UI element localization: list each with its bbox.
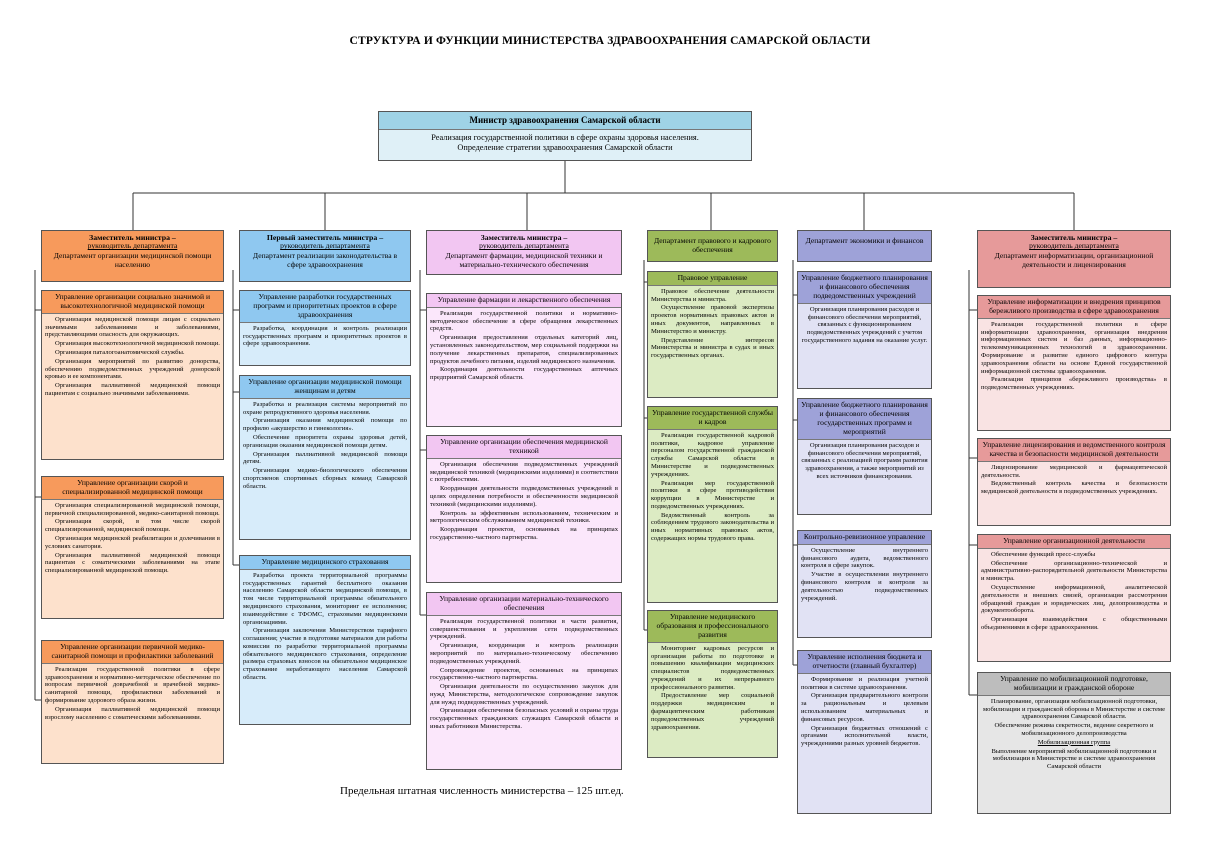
unit-function: Организация обеспечения безопасных условий и охраны труда государственных гражданских служащих Самарской области и иных работников Министерства.: [430, 707, 618, 730]
unit-function: Организация паллиативной медицинской помощи пациентам с соматическими заболеваниями на этапе специализированной медицинской помощи.: [45, 551, 220, 575]
dept-head-desc: Департамент фармации, медицинской техники и материально-технического обеспечения: [445, 251, 603, 270]
unit-function: Организация паллиативной медицинской помощи детям.: [243, 450, 407, 466]
unit-function: Организация, координация и контроль реализации мероприятий по материально-техническому обеспечению подведомственных учреждений.: [430, 642, 618, 665]
unit-title: Управление государственной службы и кадров: [648, 407, 777, 430]
minister-box: [378, 111, 752, 161]
unit-body: [240, 323, 410, 366]
page-title: СТРУКТУРА И ФУНКЦИИ МИНИСТЕРСТВА ЗДРАВООХРАНЕНИЯ САМАРСКОЙ ОБЛАСТИ: [349, 35, 871, 47]
dept-pharmacy-head: [426, 230, 622, 275]
unit-function: Организация медико-биологического обеспечения спортсменов спортивных сборных команд Самарской области.: [243, 467, 407, 490]
unit-title: Управление организации социально значимой и высокотехнологичной медицинской помощи: [42, 291, 223, 314]
unit-function: Формирование и реализация учетной политики в системе здравоохранения.: [801, 675, 928, 691]
unit-box: [426, 435, 622, 583]
unit-function: Организация скорой, в том числе скорой специализированной, медицинской помощи.: [45, 518, 220, 534]
unit-function: Организация предоставления отдельных категорий лиц, установленных законодательством, мер социальной поддержки на получение лекарственных препаратов, специализированных продуктов лечебного питания, изделий медицинского назначения.: [430, 334, 618, 365]
dept-legislation-head: [239, 230, 411, 282]
unit-function: Обеспечение функций пресс-службы: [991, 550, 1096, 558]
unit-box: [977, 295, 1171, 431]
minister-function-line: Реализация государственной политики в сфере охраны здоровья населения.: [431, 132, 699, 142]
unit-title: Управление организации материально-технического обеспечения: [427, 593, 621, 616]
unit-box: [797, 398, 932, 515]
dept-head-sub: руководитель департамента: [1029, 241, 1119, 251]
unit-function: Осуществление правовой экспертизы проектов нормативных правовых актов и иных документов, направленных в Министерство и министру.: [651, 304, 774, 335]
unit-function: Разработка и реализация системы мероприятий по охране репродуктивного здоровья населения.: [243, 400, 407, 416]
unit-body: [798, 304, 931, 389]
unit-function: Организация паллиативной медицинской помощи пациентам с социально значимыми заболеваниями.: [45, 382, 220, 397]
dept-head-sub: руководитель департамента: [87, 241, 178, 251]
unit-function: Разработка проекта территориальной программы государственных гарантий бесплатного оказания населению Самарской области медицинской помощи, в том числе территориальной программы обязательного медицинского страхования, мониторинг ее исполнения; взаимодействие с ТФОМС, страховыми медицинскими организациями.: [243, 571, 407, 626]
unit-function: Организация обеспечения подведомственных учреждений медицинской техникой (медицинскими изделиями) в соответствии с потребностями.: [430, 460, 618, 484]
unit-body: [427, 308, 621, 427]
unit-title: Управление медицинского образования и профессионального развития: [648, 611, 777, 643]
unit-title: Управление лицензирования и ведомственного контроля качества и безопасности медицинской деятельности: [978, 439, 1170, 462]
dept-legal-hr-head: [647, 230, 778, 262]
unit-function: Реализация мер государственной политики в сфере противодействия коррупции в Министерстве и подведомственных учреждениях.: [651, 479, 774, 510]
dept-head-text: [240, 231, 410, 281]
unit-function: Организация планирования расходов и финансового обеспечения мероприятий, связанных с функционированием подведомственных учреждений с учетом государственного задания на оказание услуг.: [801, 305, 928, 344]
unit-function: Ведомственный контроль за соблюдением трудового законодательства и иных нормативных правовых актов, содержащих нормы трудового права.: [651, 511, 774, 542]
unit-function: Организация бюджетных отношений с органами исполнительной власти, учреждениями разных уровней бюджетов.: [801, 724, 928, 748]
unit-box: [41, 290, 224, 460]
unit-function: Организация взаимодействия с общественными объединениями в сфере здравоохранения.: [981, 616, 1167, 631]
unit-box: [977, 534, 1171, 662]
unit-function: Организация специализированной медицинской помощи, первичной специализированной, медико-санитарной помощи.: [45, 501, 220, 517]
unit-function: Осуществление информационной, аналитической деятельности и внешних связей, организация рассмотрения обращений граждан и юридических лиц, делопроизводства и документооборота.: [981, 584, 1167, 615]
dept-economics-head: [797, 230, 932, 262]
unit-function: Реализация государственной кадровой политики, кадровое управление персоналом государственной гражданской службы Самарской области в Министерстве и подведомственных учреждениях.: [651, 431, 774, 478]
unit-function: Обеспечение режима секретности, ведение секретного и мобилизационного делопроизводства: [994, 722, 1154, 737]
unit-function: Организация оказания медицинской помощи по профилю «акушерство и гинекология».: [243, 417, 407, 433]
unit-function: Координация деятельности государственных аптечных предприятий Самарской области.: [430, 366, 618, 382]
dept-head-title: Первый заместитель министра –: [266, 233, 384, 242]
unit-function: Организация предварительного контроля за рациональным и целевым использованием материальных и финансовых ресурсов.: [801, 692, 928, 723]
unit-box: [797, 650, 932, 814]
unit-title: Управление фармации и лекарственного обеспечения: [427, 294, 621, 308]
unit-function: Организация паллиативной медицинской помощи взрослому населению с соматическими заболеваниями.: [45, 705, 220, 721]
unit-function: Правовое обеспечение деятельности Министерства и министра.: [651, 287, 774, 303]
unit-title: Управление организации медицинской помощи женщинам и детям: [240, 376, 410, 399]
unit-function: Реализация государственной политики и нормативно-методическое обеспечение в сфере обращения лекарственных средств.: [430, 309, 618, 333]
unit-box: [647, 610, 778, 758]
unit-body: [240, 570, 410, 725]
unit-body: [427, 459, 621, 583]
dept-informatization-head: [977, 230, 1171, 288]
unit-function: Координация деятельности подведомственных учреждений в целях определения потребности и обеспеченности медицинской техникой (медицинскими изделиями).: [430, 485, 618, 508]
dept-head-sub: руководитель департамента: [479, 241, 569, 251]
unit-box: [239, 555, 411, 725]
unit-function: Участие в осуществлении внутреннего финансового контроля и контроля за деятельностью подведомственных учреждений.: [801, 571, 928, 602]
unit-function: Планирование, организация мобилизационной подготовки, мобилизации и гражданской обороны в Министерстве и системе здравоохранения Самарской области.: [983, 697, 1165, 721]
unit-function: Выполнение мероприятий мобилизационной подготовки и мобилизации в Министерстве и системе здравоохранения Самарской области: [991, 747, 1157, 771]
unit-title: Управление организационной деятельности: [978, 535, 1170, 549]
dept-head-desc: Департамент организации медицинской помощи населению: [53, 251, 212, 270]
unit-function: Обеспечение приоритета охраны здоровья детей, организация оказания медицинской помощи детям.: [243, 433, 407, 449]
unit-function: Организация паталогоанатомической службы.: [55, 348, 185, 356]
unit-title: Управление организации обеспечения медицинской техникой: [427, 436, 621, 459]
unit-function: Организация медицинской реабилитации и долечивания в условиях санатория.: [45, 534, 220, 550]
unit-title: Управление бюджетного планирования и финансового обеспечения подведомственных учреждений: [798, 272, 931, 304]
unit-body: [648, 643, 777, 758]
unit-function: Сопровождение проектов, основанных на принципах государственно-частного партнерства.: [430, 666, 618, 682]
unit-function: Предоставление мер социальной поддержки медицинским и фармацевтическим работникам подведомственных учреждений здравоохранения.: [651, 692, 774, 731]
dept-head-desc: Департамент реализации законодательства в сфере здравоохранения: [252, 251, 398, 270]
unit-function: Организация мероприятий по развитию донорства, обеспечению подведомственных учреждений донорской кровью и ее компонентами.: [45, 357, 220, 381]
unit-title: Контрольно-ревизионное управление: [798, 531, 931, 545]
dept-head-title: Заместитель министра –: [1030, 233, 1118, 242]
unit-function: Ведомственный контроль качества и безопасности медицинской деятельности в подведомственных учреждениях.: [981, 480, 1167, 496]
dept-head-desc: Департамент правового и кадрового обеспечения: [654, 236, 771, 254]
unit-body: [42, 664, 223, 764]
dept-head-sub: руководитель департамента: [280, 241, 370, 251]
unit-function: Реализация государственной политики в сфере информатизации здравоохранения, организация внедрения информационных систем и баз данных, информационно-телекоммуникационных технологий в здравоохранении. Формирование и развитие единого цифрового контура здравоохранения области на основе Единой государственной информационной системы здравоохранения.: [981, 320, 1167, 375]
unit-box: [426, 592, 622, 770]
unit-body: [42, 314, 223, 460]
dept-head-text: [798, 231, 931, 261]
dept-head-text: [978, 231, 1170, 287]
unit-body: [978, 696, 1170, 814]
unit-function: Осуществление внутреннего финансового аудита, ведомственного контроля в сфере закупок.: [801, 546, 928, 570]
unit-function: Организация планирования расходов и финансового обеспечения мероприятий, связанных с реализацией программ развития здравоохранения, а также мероприятий из всех источников финансирования.: [801, 441, 928, 480]
dept-head-text: [648, 231, 777, 261]
unit-function: Организация высокотехнологичной медицинской помощи.: [55, 340, 220, 348]
unit-function: Представление интересов Министерства и министра в судах и иных государственных органах.: [651, 336, 774, 360]
unit-body: [978, 549, 1170, 662]
dept-head-desc: Департамент экономики и финансов: [805, 236, 924, 245]
unit-function: Организация заключения Министерством тарифного соглашения; участие в подготовке материалов для работы комиссии по разработке территориальной программы обязательного медицинского страхования, определение размера страховых взносов на обязательное медицинское страхование неработающего населения Самарской области.: [243, 627, 407, 681]
unit-box: [41, 476, 224, 619]
unit-title: Управление организации скорой и специализированной медицинской помощи: [42, 477, 223, 500]
unit-body: [42, 500, 223, 619]
unit-function: Лицензирование медицинской и фармацевтической деятельности.: [981, 463, 1167, 479]
unit-title: Управление исполнения бюджета и отчетности (главный бухгалтер): [798, 651, 931, 674]
unit-function: Обеспечение организационно-технической и административно-распорядительной деятельности Министерства и министра.: [981, 559, 1167, 583]
unit-title: Управление информатизации и внедрения принципов бережливого производства в сфере здравоохранения: [978, 296, 1170, 319]
unit-box: [977, 438, 1171, 526]
unit-box: [797, 530, 932, 638]
unit-body: [978, 462, 1170, 526]
unit-body: [798, 545, 931, 638]
dept-head-title: Заместитель министра –: [480, 233, 568, 242]
unit-box: [239, 290, 411, 366]
dept-medical-care-head: [41, 230, 224, 282]
unit-body: [240, 399, 410, 540]
unit-function: Мобилизационная группа: [1037, 738, 1111, 746]
unit-function: Координация проектов, основанных на принципах государственно-частного партнерства.: [430, 526, 618, 541]
unit-title: Управление организации первичной медико-санитарной помощи и профилактики заболеваний: [42, 641, 223, 664]
unit-function: Реализация государственной политики в сфере здравоохранения и нормативно-методическое обеспечение по вопросам первичной доврачебной и врачебной медико-санитарной помощи, профилактики заболеваний и формирование здорового образа жизни.: [45, 665, 220, 704]
unit-box: [239, 375, 411, 540]
unit-body: [798, 674, 931, 814]
unit-title: Правовое управление: [648, 272, 777, 286]
unit-function: Разработка, координация и контроль реализации государственных программ и приоритетных проектов в сфере здравоохранения.: [243, 324, 407, 348]
unit-box: [647, 406, 778, 603]
unit-body: [648, 286, 777, 398]
unit-box: [977, 672, 1171, 814]
unit-function: Контроль за эффективным использованием, техническим и метрологическим обслуживанием медицинской техники.: [430, 509, 618, 525]
dept-head-title: Заместитель министра –: [89, 233, 176, 242]
minister-function-line: Определение стратегии здравоохранения Самарской области: [457, 142, 673, 152]
unit-title: Управление бюджетного планирования и финансового обеспечения государственных программ и мероприятий: [798, 399, 931, 440]
dept-head-text: [42, 231, 223, 281]
unit-function: Реализация принципов «бережливого производства» в подведомственных учреждениях.: [981, 376, 1167, 392]
unit-box: [41, 640, 224, 764]
minister-title: Министр здравоохранения Самарской области: [379, 112, 751, 130]
unit-box: [426, 293, 622, 427]
unit-function: Организация деятельности по осуществлению закупок для нужд Министерства, методологическое сопровождение закупок для нужд подведомственных учреждений.: [430, 683, 618, 706]
unit-body: [978, 319, 1170, 431]
unit-body: [648, 430, 777, 603]
minister-functions: [379, 130, 751, 161]
unit-box: [647, 271, 778, 398]
unit-title: Управление по мобилизационной подготовке, мобилизации и гражданской обороне: [978, 673, 1170, 696]
dept-head-desc: Департамент информатизации, организационной деятельности и лицензирования: [994, 251, 1154, 270]
unit-function: Организация медицинской помощи лицам с социально значимыми заболеваниями и заболеваниями, представляющими опасность для окружающих.: [45, 315, 220, 339]
unit-body: [798, 440, 931, 515]
unit-title: Управление разработки государственных программ и приоритетных проектов в сфере здравоохранения: [240, 291, 410, 323]
staff-limit-note: Предельная штатная численность министерства – 125 шт.ед.: [340, 785, 624, 797]
unit-body: [427, 616, 621, 770]
dept-head-text: [427, 231, 621, 274]
unit-function: Реализация государственной политики в части развития, совершенствования и укрепления сети подведомственных учреждений.: [430, 617, 618, 641]
unit-box: [797, 271, 932, 389]
unit-function: Мониторинг кадровых ресурсов и организация работы по подготовке и повышению квалификации медицинских специалистов подведомственных учреждений и их непрерывного профессионального развития.: [651, 644, 774, 691]
unit-title: Управление медицинского страхования: [240, 556, 410, 570]
